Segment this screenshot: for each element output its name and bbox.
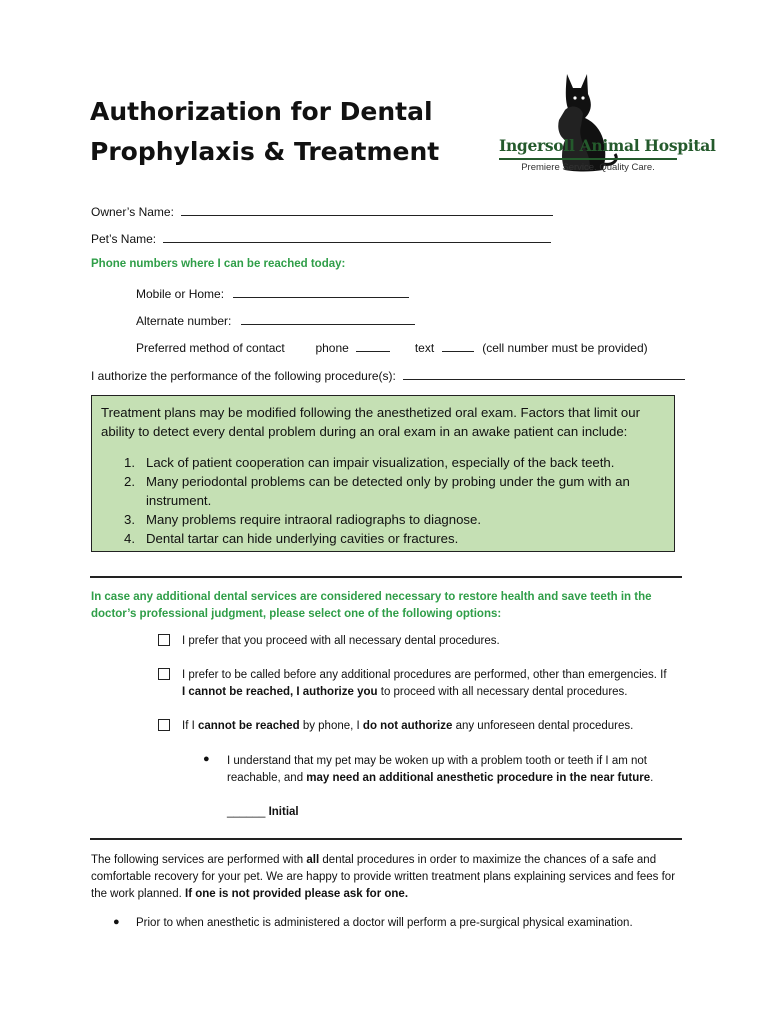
text-option-field[interactable] [442,339,474,352]
option-call-first-checkbox[interactable] [158,668,170,680]
list-item: 2. Many periodontal problems can be detected only by probing under the gum with an instrument. [124,474,630,508]
list-item: 4. Dental tartar can hide underlying cavities or fractures. [124,531,459,546]
pet-name-field[interactable] [163,230,551,243]
owner-name-field[interactable] [181,203,553,216]
cell-note: (cell number must be provided) [482,341,648,355]
mobile-row [136,285,409,301]
bullet-dot-icon: ● [113,916,120,928]
services-paragraph: The following services are performed with all dental procedures in order to maximize the chances of a safe and comfortable recovery for your pet. We are happy to provide written treatment plans explaining services and fees for the work planned. If one is not provided please ask for one. [91,854,676,900]
option-do-not-authorize-checkbox[interactable] [158,719,170,731]
phone-option-label: phone [315,341,349,355]
alternate-field[interactable] [241,312,415,325]
title-line-2: Prophylaxis & Treatment [90,137,440,166]
section-divider-top [90,576,682,578]
phone-heading: Phone numbers where I can be reached today: [91,258,346,270]
notice-intro: Treatment plans may be modified following the anesthetized oral exam. Factors that limit our ability to detect every dental problem during an oral exam in an awake patient can include: [101,405,640,439]
option-call-first-label: I prefer to be called before any additional procedures are performed, other than emergencies. If I cannot be reached, I authorize you to proceed with all necessary dental procedures. [182,669,667,698]
initial-row [227,804,299,821]
owner-name-row [91,203,553,219]
logo-divider [499,158,677,160]
alternate-label: Alternate number: [136,314,232,328]
mobile-label: Mobile or Home: [136,287,225,301]
title-line-1: Authorization for Dental [90,97,433,126]
document-title [90,92,490,172]
authorize-procedure-row [91,367,685,383]
option-proceed-label: I prefer that you proceed with all necessary dental procedures. [182,635,500,647]
owner-name-label: Owner’s Name: [91,205,174,219]
preferred-label: Preferred method of contact [136,341,285,355]
notice-box [91,395,675,552]
authorize-procedure-field[interactable] [403,367,685,380]
notice-list [101,453,671,548]
list-item: 3. Many problems require intraoral radiographs to diagnose. [124,512,481,527]
hospital-tagline: Premiere Service. Quality Care. [521,162,655,173]
alternate-row [136,312,415,328]
mobile-field[interactable] [233,285,409,298]
section-divider-bottom [90,838,682,840]
additional-services-heading: In case any additional dental services are considered necessary to restore health and save teeth in the doctor’s professional judgment, please select one of the following options: [91,591,652,620]
bullet-dot-icon: ● [203,753,210,765]
authorize-procedure-label: I authorize the performance of the following procedure(s): [91,369,396,383]
pet-name-label: Pet’s Name: [91,232,157,246]
initial-label: Initial [268,806,299,818]
phone-option-field[interactable] [356,339,390,352]
hospital-name: Ingersoll Animal Hospital [499,136,716,155]
option-do-not-authorize-label: If I cannot be reached by phone, I do not authorize any unforeseen dental procedures. [182,720,634,732]
services-bullet-1: Prior to when anesthetic is administered a doctor will perform a pre-surgical physical examination. [136,917,633,929]
wake-up-notice: I understand that my pet may be woken up with a problem tooth or teeth if I am not reachable, and may need an additional anesthetic procedure in the near future. [227,755,654,784]
option-proceed-checkbox[interactable] [158,634,170,646]
list-item: 1. Lack of patient cooperation can impair visualization, especially of the back teeth. [124,455,615,470]
initial-field[interactable]: ______ [227,806,266,818]
preferred-contact-row [136,339,648,355]
pet-name-row [91,230,551,246]
text-option-label: text [414,341,435,355]
